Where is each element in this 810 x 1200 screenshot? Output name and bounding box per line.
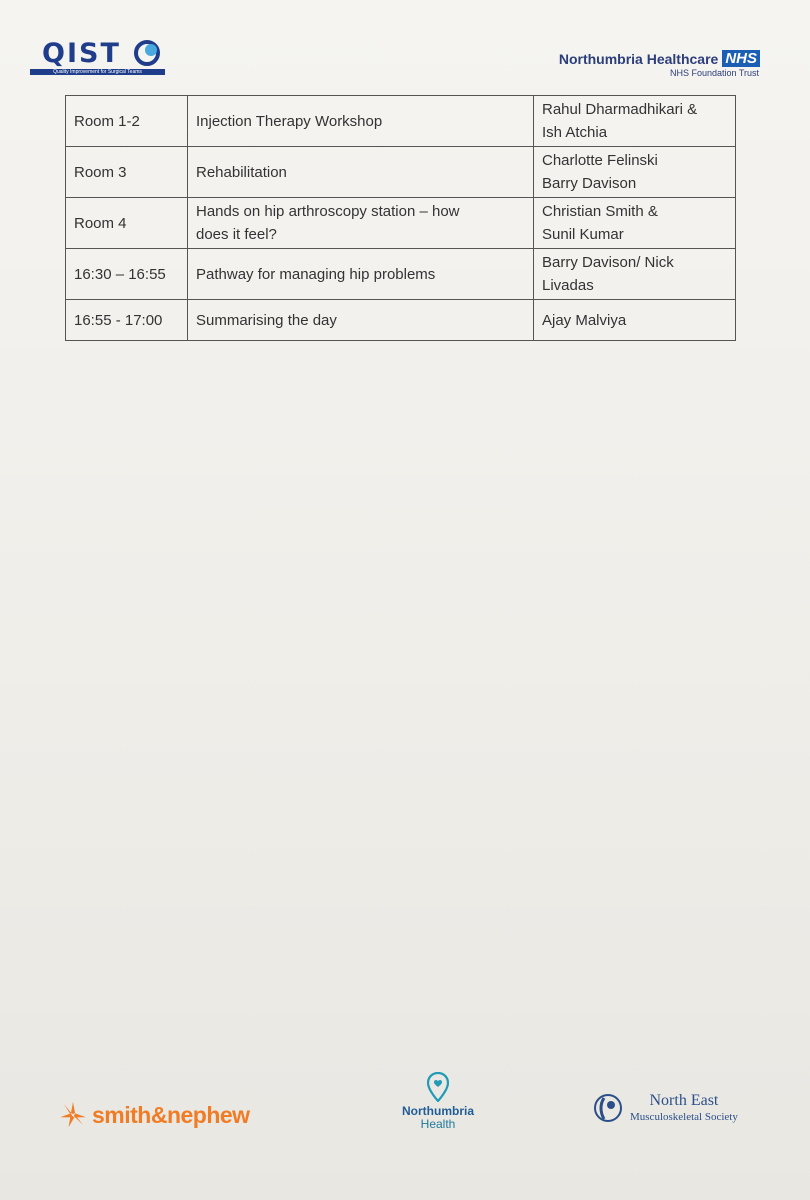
time-cell: 16:55 - 17:00 — [66, 300, 188, 341]
topic-cell: Rehabilitation — [188, 147, 534, 198]
speaker-cell — [534, 96, 736, 147]
speaker-line: Livadas — [542, 277, 594, 294]
qist-tagline: Quality Improvement for Surgical Teams — [30, 69, 165, 75]
speaker-line: Barry Davison/ Nick — [542, 254, 674, 271]
table-row — [66, 198, 736, 249]
time-cell: 16:30 – 16:55 — [66, 249, 188, 300]
speaker-cell — [534, 249, 736, 300]
smith-nephew-star-icon — [58, 1100, 88, 1130]
smith-nephew-logo — [58, 1100, 250, 1130]
smith-nephew-wordmark: smith&nephew — [92, 1101, 250, 1128]
qist-logo-text: QIST — [42, 38, 121, 69]
speaker-cell — [534, 147, 736, 198]
speaker-cell — [534, 300, 736, 341]
table-row — [66, 249, 736, 300]
northumbria-health-sub: Health — [420, 1117, 456, 1131]
qist-logo — [30, 38, 165, 78]
nhs-badge: NHS — [722, 50, 760, 67]
speaker-line: Sunil Kumar — [542, 226, 624, 243]
table-row — [66, 147, 736, 198]
topic-line: Hands on hip arthroscopy station – how — [196, 203, 460, 220]
schedule-table — [65, 95, 736, 341]
time-cell: Room 1-2 — [66, 96, 188, 147]
topic-cell: Pathway for managing hip problems — [188, 249, 534, 300]
speaker-line: Charlotte Felinski — [542, 152, 658, 169]
spine-figure-icon — [592, 1092, 624, 1124]
speaker-line: Rahul Dharmadhikari & — [542, 101, 698, 118]
table-row — [66, 300, 736, 341]
speaker-line: Ish Atchia — [542, 124, 608, 141]
nhs-trust-header — [559, 50, 760, 78]
qist-swoosh-icon — [134, 36, 164, 68]
speaker-line: Ajay Malviya — [542, 311, 627, 329]
table-row — [66, 96, 736, 147]
topic-cell: Summarising the day — [188, 300, 534, 341]
northumbria-health-logo — [388, 1072, 488, 1131]
speaker-line: Barry Davison — [542, 175, 637, 192]
time-cell: Room 4 — [66, 198, 188, 249]
nhs-organisation-name: Northumbria Healthcare — [558, 50, 719, 67]
nems-logo — [592, 1092, 738, 1124]
northumbria-health-name: Northumbria — [402, 1104, 474, 1118]
nhs-subtitle: NHS Foundation Trust — [669, 68, 759, 78]
nems-subtitle: Musculoskeletal Society — [630, 1111, 738, 1123]
topic-line: does it feel? — [196, 226, 277, 243]
time-cell: Room 3 — [66, 147, 188, 198]
speaker-line: Christian Smith & — [542, 203, 658, 220]
topic-cell — [188, 198, 534, 249]
speaker-cell — [534, 198, 736, 249]
topic-cell: Injection Therapy Workshop — [188, 96, 534, 147]
location-pin-icon — [427, 1072, 449, 1102]
nems-title: North East — [649, 1092, 719, 1109]
